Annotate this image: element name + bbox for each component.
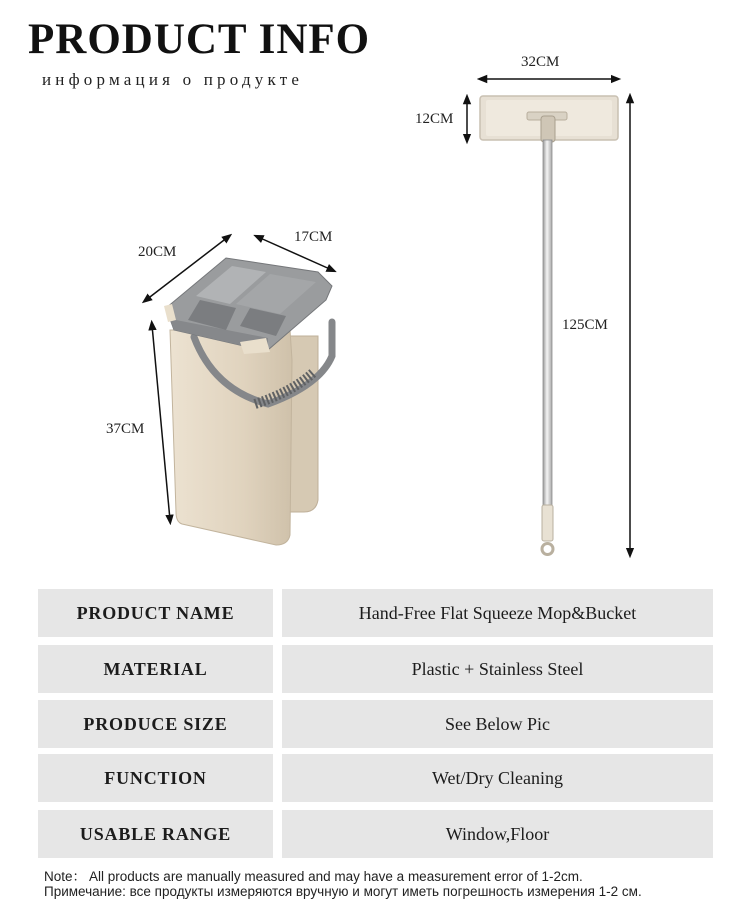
spec-label-material: MATERIAL [38,645,273,693]
spec-label-function: FUNCTION [38,754,273,802]
mop-depth-label: 12CM [415,111,454,127]
spec-value-produce-size: See Below Pic [282,700,713,748]
spec-label-usable-range: USABLE RANGE [38,810,273,858]
table-row [38,645,713,693]
note-english: Note： All products are manually measured and may have a measurement error of 1-2cm. [44,869,583,884]
bucket-height-label: 37CM [106,421,145,437]
mop-height-label: 125CM [562,317,608,333]
page-subtitle: информация о продукте [42,70,304,89]
table-row [38,810,713,858]
mop-width-label: 32CM [521,54,560,70]
page-title: PRODUCT INFO [28,16,371,63]
table-row [38,700,713,748]
table-row [38,589,713,637]
table-row [38,754,713,802]
spec-label-produce-size: PRODUCE SIZE [38,700,273,748]
spec-value-material: Plastic + Stainless Steel [282,645,713,693]
spec-value-function: Wet/Dry Cleaning [282,754,713,802]
bucket-image [164,258,332,545]
spec-value-product-name: Hand-Free Flat Squeeze Mop&Bucket [282,589,713,637]
note-russian: Примечание: все продукты измеряются вручную и могут иметь погрешность измерения 1-2 см. [44,884,642,899]
bucket-width-label: 17CM [294,229,333,245]
bucket-length-label: 20CM [138,244,177,260]
spec-value-usable-range: Window,Floor [282,810,713,858]
spec-label-product-name: PRODUCT NAME [38,589,273,637]
